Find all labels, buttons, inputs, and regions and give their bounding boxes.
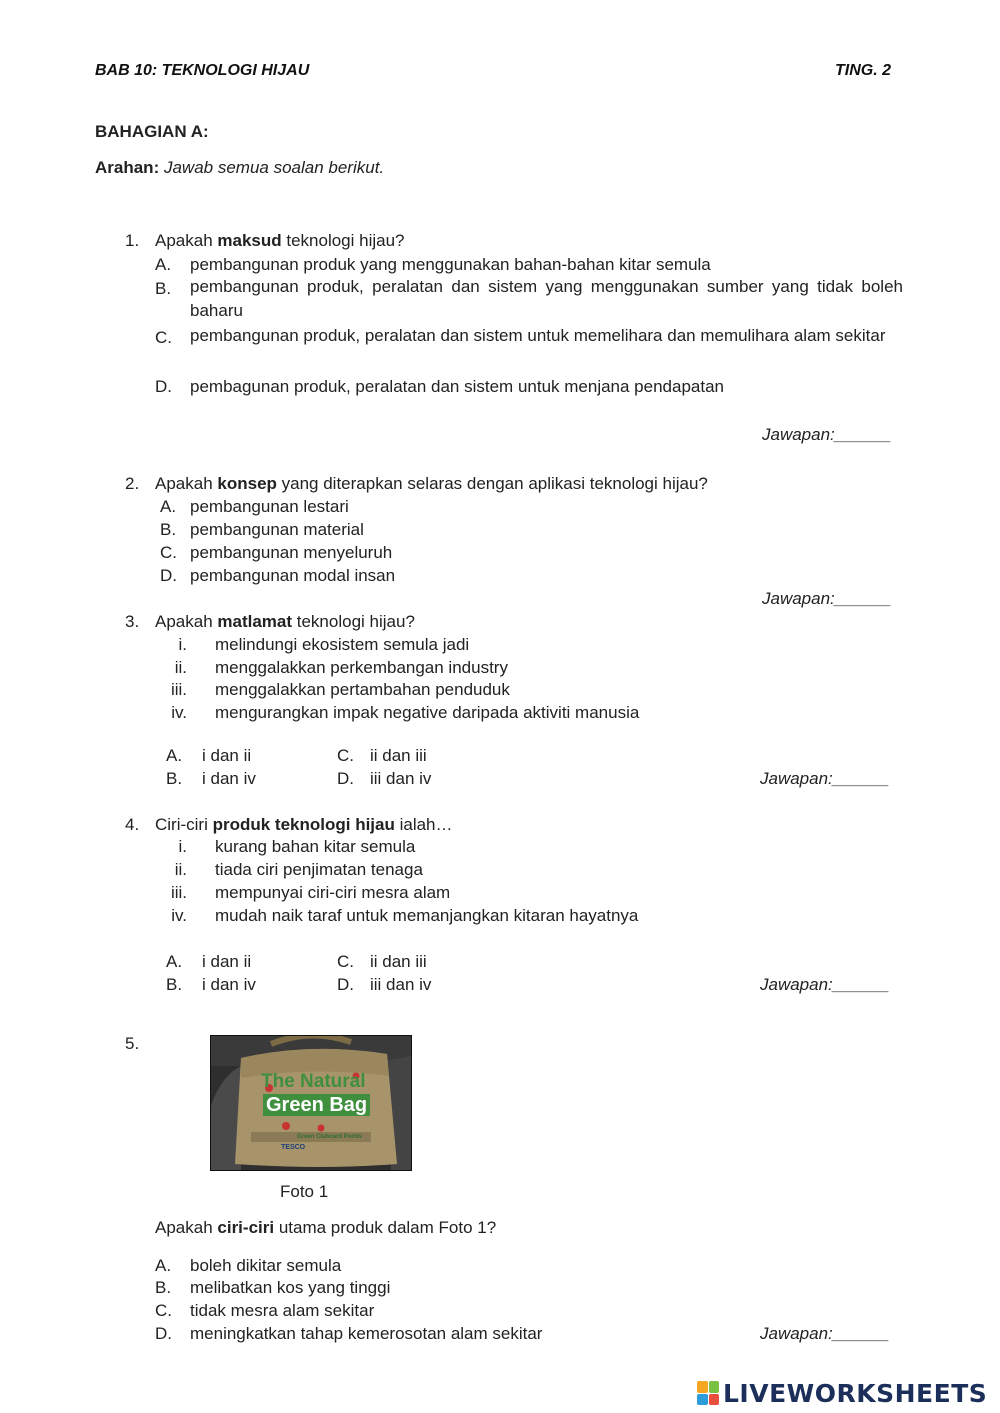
mark-square-3 <box>697 1394 708 1406</box>
q2-option-c-letter: C. <box>160 543 177 562</box>
q4-statement-iii-roman: iii. <box>170 883 187 902</box>
q3-option-b-letter: B. <box>166 769 183 788</box>
bag-title-line1: The Natural <box>261 1071 366 1092</box>
q3-statement-i-text: melindungi ekosistem semula jadi <box>215 635 470 654</box>
q4-stem <box>155 815 453 835</box>
q2-number: 2. <box>125 474 140 493</box>
q1-number: 1. <box>125 231 140 250</box>
q5-stem-keyword: ciri-ciri <box>217 1218 275 1237</box>
q4-statement-iv-text: mudah naik taraf untuk memanjangkan kitaran hayatnya <box>215 906 639 925</box>
q2-stem-keyword: konsep <box>217 474 277 493</box>
bag-clubcard-text: Green Clubcard Points <box>297 1134 363 1140</box>
instruction-text: Jawab semua soalan berikut. <box>163 158 385 177</box>
q2-answer-field[interactable]: Jawapan:______ <box>762 589 892 608</box>
q5-number: 5. <box>125 1034 140 1053</box>
q4-statement-ii-text: tiada ciri penjimatan tenaga <box>215 860 423 879</box>
q4-option-c-letter: C. <box>337 952 354 971</box>
q4-stem-pre: Ciri-ciri <box>155 815 213 834</box>
q5-option-a-text: boleh dikitar semula <box>190 1256 342 1275</box>
q4-statement-iii-text: mempunyai ciri-ciri mesra alam <box>215 883 451 902</box>
q2-option-a-text: pembangunan lestari <box>190 497 349 516</box>
q3-option-c-letter: C. <box>337 746 354 765</box>
q1-option-b-letter: B. <box>155 279 172 298</box>
q5-stem <box>155 1218 496 1238</box>
q5-option-c-letter: C. <box>155 1301 172 1320</box>
instruction <box>95 158 384 178</box>
q1-option-a-letter: A. <box>155 255 172 274</box>
q3-option-b-text: i dan iv <box>202 769 256 788</box>
q4-option-a-letter: A. <box>166 952 183 971</box>
q2-stem-pre: Apakah <box>155 474 218 493</box>
q4-option-c-text: ii dan iii <box>370 952 427 971</box>
q1-stem <box>155 231 405 251</box>
q2-option-d-text: pembangunan modal insan <box>190 566 396 585</box>
q3-statement-i-roman: i. <box>178 635 187 654</box>
q1-stem-keyword: maksud <box>217 231 282 250</box>
q1-option-d-letter: D. <box>155 377 172 396</box>
q5-stem-post: utama produk dalam Foto 1? <box>274 1218 497 1237</box>
instruction-label: Arahan: <box>95 158 160 177</box>
section-title: BAHAGIAN A: <box>95 122 209 141</box>
chapter-title: BAB 10: TEKNOLOGI HIJAU <box>95 62 310 79</box>
q5-option-d-letter: D. <box>155 1324 172 1343</box>
liveworksheets-mark-icon <box>697 1381 719 1405</box>
q3-statement-iv-roman: iv. <box>171 703 187 722</box>
q3-statement-iii-text: menggalakkan pertambahan penduduk <box>215 680 510 699</box>
q2-option-c-text: pembangunan menyeluruh <box>190 543 393 562</box>
q4-option-d-text: iii dan iv <box>370 975 432 994</box>
q3-answer-field[interactable]: Jawapan:______ <box>760 769 890 788</box>
q4-stem-post: ialah… <box>394 815 453 834</box>
q5-option-b-letter: B. <box>155 1278 172 1297</box>
q4-option-d-letter: D. <box>337 975 354 994</box>
mark-square-1 <box>697 1381 708 1393</box>
bag-title-line2: Green Bag <box>263 1094 370 1116</box>
liveworksheets-wordmark: LIVEWORKSHEETS <box>723 1378 988 1408</box>
q5-answer-field[interactable]: Jawapan:______ <box>760 1324 890 1343</box>
q5-option-d-text: meningkatkan tahap kemerosotan alam sekitar <box>190 1324 543 1343</box>
photo-caption: Foto 1 <box>280 1182 329 1201</box>
q4-statement-i-text: kurang bahan kitar semula <box>215 837 416 856</box>
q4-answer-field[interactable]: Jawapan:______ <box>760 975 890 994</box>
q3-option-d-letter: D. <box>337 769 354 788</box>
q1-answer-field[interactable]: Jawapan:______ <box>762 425 892 444</box>
q1-option-c-letter: C. <box>155 328 172 347</box>
q4-number: 4. <box>125 815 140 834</box>
q1-option-c-text: pembangunan produk, peralatan dan sistem untuk memelihara dan memulihara alam sekitar <box>190 326 886 345</box>
q5-option-b-text: melibatkan kos yang tinggi <box>190 1278 391 1297</box>
q3-option-d-text: iii dan iv <box>370 769 432 788</box>
q2-option-b-text: pembangunan material <box>190 520 364 539</box>
q3-option-a-text: i dan ii <box>202 746 252 765</box>
q3-statement-ii-roman: ii. <box>174 658 187 677</box>
q5-option-a-letter: A. <box>155 1256 172 1275</box>
q2-option-b-letter: B. <box>160 520 177 539</box>
q4-statement-ii-roman: ii. <box>174 860 187 879</box>
q3-stem-pre: Apakah <box>155 612 218 631</box>
q3-stem <box>155 612 415 632</box>
mark-square-4 <box>709 1394 720 1406</box>
q5-stem-pre: Apakah <box>155 1218 218 1237</box>
q3-stem-post: teknologi hijau? <box>292 612 415 631</box>
form-level: TING. 2 <box>835 62 892 79</box>
q1-stem-pre: Apakah <box>155 231 218 250</box>
q3-statement-iv-text: mengurangkan impak negative daripada aktiviti manusia <box>215 703 640 722</box>
q3-option-a-letter: A. <box>166 746 183 765</box>
q4-statement-i-roman: i. <box>178 837 187 856</box>
q1-option-a-text: pembangunan produk yang menggunakan bahan-bahan kitar semula <box>190 255 711 274</box>
bag-brand-text: TESCO <box>281 1144 306 1151</box>
q3-statement-ii-text: menggalakkan perkembangan industry <box>215 658 508 677</box>
q5-option-c-text: tidak mesra alam sekitar <box>190 1301 375 1320</box>
q2-stem-post: yang diterapkan selaras dengan aplikasi teknologi hijau? <box>276 474 708 493</box>
q2-option-d-letter: D. <box>160 566 177 585</box>
q2-option-a-letter: A. <box>160 497 177 516</box>
q3-stem-keyword: matlamat <box>217 612 293 631</box>
q3-statement-iii-roman: iii. <box>170 680 187 699</box>
q1-stem-post: teknologi hijau? <box>281 231 405 250</box>
liveworksheets-logo[interactable] <box>697 1378 987 1408</box>
q4-stem-keyword: produk teknologi hijau <box>212 815 395 834</box>
q2-stem <box>155 474 708 494</box>
q4-option-b-text: i dan iv <box>202 975 256 994</box>
q1-option-d-text: pembagunan produk, peralatan dan sistem untuk menjana pendapatan <box>190 377 724 396</box>
q4-option-b-letter: B. <box>166 975 183 994</box>
mark-square-2 <box>709 1381 720 1393</box>
q1-option-b-text: pembangunan produk, peralatan dan sistem yang menggunakan sumber yang tidak boleh baharu <box>190 277 903 320</box>
q4-option-a-text: i dan ii <box>202 952 252 971</box>
green-bag-photo <box>210 1035 412 1171</box>
q3-option-c-text: ii dan iii <box>370 746 427 765</box>
q4-statement-iv-roman: iv. <box>171 906 187 925</box>
q3-number: 3. <box>125 612 140 631</box>
